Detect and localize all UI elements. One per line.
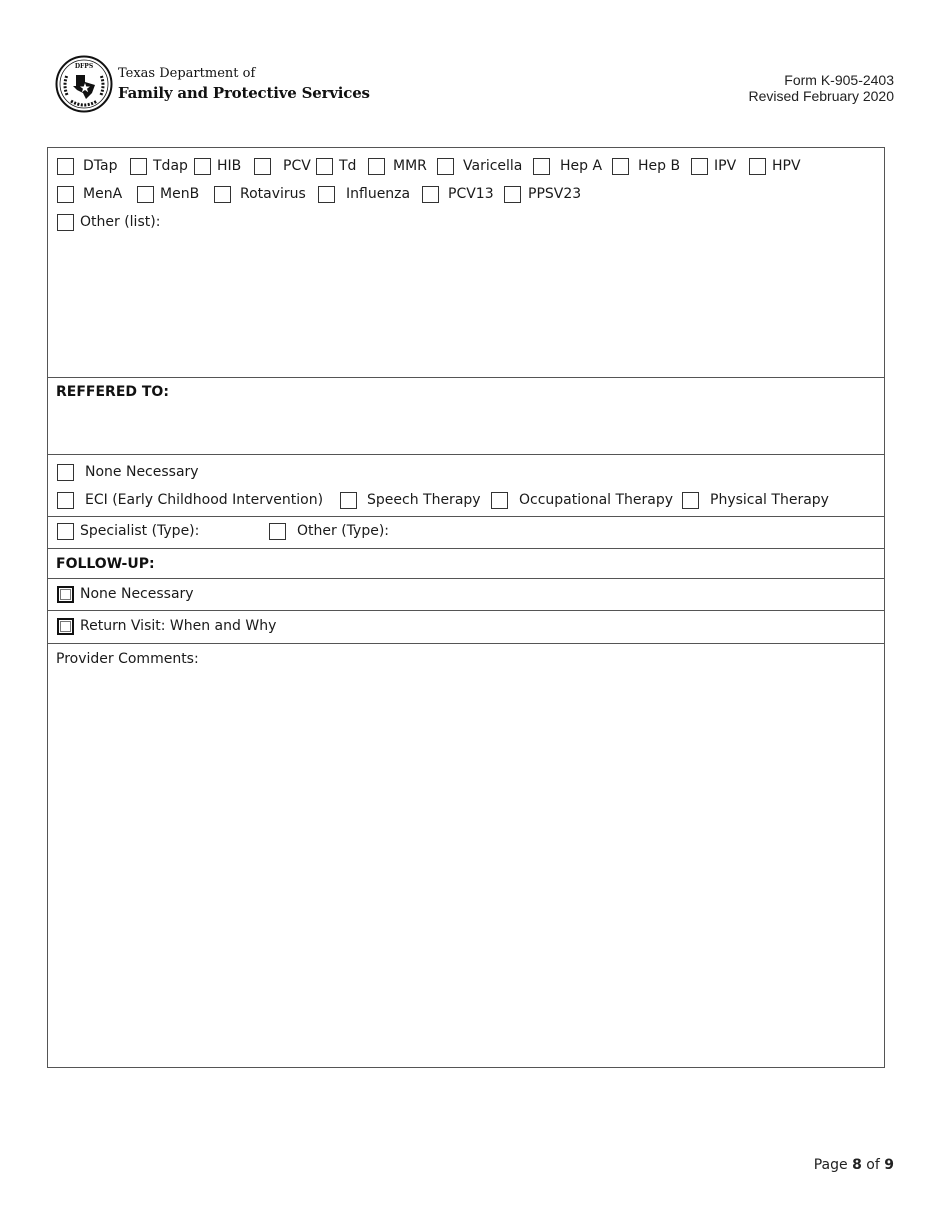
checkbox-ppsv23[interactable] (504, 186, 521, 203)
checkbox-referral-none[interactable] (57, 464, 74, 481)
agency-name-line2: Family and Protective Services (118, 84, 370, 102)
checkbox-label: ECI (Early Childhood Intervention) (85, 492, 324, 508)
referred-to-field[interactable] (48, 406, 884, 452)
checkbox-label: Tdap (153, 158, 188, 174)
checkbox-varicella[interactable] (437, 158, 454, 175)
checkbox-label: Rotavirus (240, 186, 306, 202)
divider (47, 377, 885, 378)
page-total: 9 (884, 1157, 894, 1173)
checkbox-speech-therapy[interactable] (340, 492, 357, 509)
checkbox-menb[interactable] (137, 186, 154, 203)
page-prefix: Page (813, 1157, 848, 1173)
checkbox-label: Influenza (346, 186, 411, 202)
checkbox-label: Occupational Therapy (519, 492, 674, 508)
checkbox-hpv[interactable] (749, 158, 766, 175)
checkbox-label: HIB (217, 158, 242, 174)
checkbox-label: None Necessary (80, 586, 194, 602)
checkbox-other-referral[interactable] (269, 523, 286, 540)
checkbox-ipv[interactable] (691, 158, 708, 175)
checkbox-other-immunization[interactable] (57, 214, 74, 231)
page-current: 8 (852, 1157, 862, 1173)
checkbox-physical-therapy[interactable] (682, 492, 699, 509)
agency-name-line1: Texas Department of (118, 66, 256, 81)
checkbox-label: None Necessary (85, 464, 199, 480)
divider (47, 643, 885, 644)
checkbox-tdap[interactable] (130, 158, 147, 175)
checkbox-label: Speech Therapy (367, 492, 481, 508)
checkbox-label: Td (339, 158, 357, 174)
checkbox-followup-none[interactable] (57, 586, 74, 603)
checkbox-label: Hep B (638, 158, 681, 174)
other-list-label: Other (list): (80, 214, 161, 230)
return-visit-label: Return Visit: When and Why (80, 618, 277, 634)
divider (47, 516, 885, 517)
checkbox-specialist[interactable] (57, 523, 74, 540)
checkbox-return-visit[interactable] (57, 618, 74, 635)
checkbox-td[interactable] (316, 158, 333, 175)
checkbox-label: Varicella (463, 158, 523, 174)
other-type-label: Other (Type): (297, 523, 389, 539)
checkbox-mmr[interactable] (368, 158, 385, 175)
divider (47, 454, 885, 455)
checkbox-label: HPV (772, 158, 801, 174)
divider (47, 610, 885, 611)
checkbox-pcv13[interactable] (422, 186, 439, 203)
checkbox-label: PCV13 (448, 186, 494, 202)
divider (47, 548, 885, 549)
other-list-field[interactable] (48, 236, 884, 374)
checkbox-hib[interactable] (194, 158, 211, 175)
checkbox-occupational-therapy[interactable] (491, 492, 508, 509)
checkbox-label: IPV (714, 158, 737, 174)
form-number: Form K-905-2403 (784, 72, 894, 88)
follow-up-heading: FOLLOW-UP: (56, 556, 155, 572)
provider-comments-field[interactable] (48, 672, 884, 1066)
dfps-seal-logo (55, 55, 113, 113)
checkbox-label: Hep A (560, 158, 603, 174)
divider (47, 578, 885, 579)
checkbox-hep-a[interactable] (533, 158, 550, 175)
checkbox-label: MenB (160, 186, 200, 202)
checkbox-label: PCV (283, 158, 311, 174)
specialist-type-label: Specialist (Type): (80, 523, 200, 539)
checkbox-influenza[interactable] (318, 186, 335, 203)
checkbox-dtap[interactable] (57, 158, 74, 175)
page-number (814, 1157, 894, 1173)
checkbox-eci[interactable] (57, 492, 74, 509)
page-of: of (866, 1157, 880, 1173)
checkbox-rotavirus[interactable] (214, 186, 231, 203)
provider-comments-label: Provider Comments: (56, 651, 199, 667)
checkbox-label: Physical Therapy (710, 492, 829, 508)
checkbox-label: MenA (83, 186, 123, 202)
revision-date: Revised February 2020 (748, 88, 894, 104)
checkbox-hep-b[interactable] (612, 158, 629, 175)
checkbox-label: MMR (393, 158, 427, 174)
checkbox-label: PPSV23 (528, 186, 582, 202)
checkbox-label: DTap (83, 158, 118, 174)
svg-text:DFPS: DFPS (74, 63, 94, 70)
checkbox-mena[interactable] (57, 186, 74, 203)
checkbox-pcv[interactable] (254, 158, 271, 175)
referred-to-heading: REFFERED TO: (56, 384, 169, 400)
